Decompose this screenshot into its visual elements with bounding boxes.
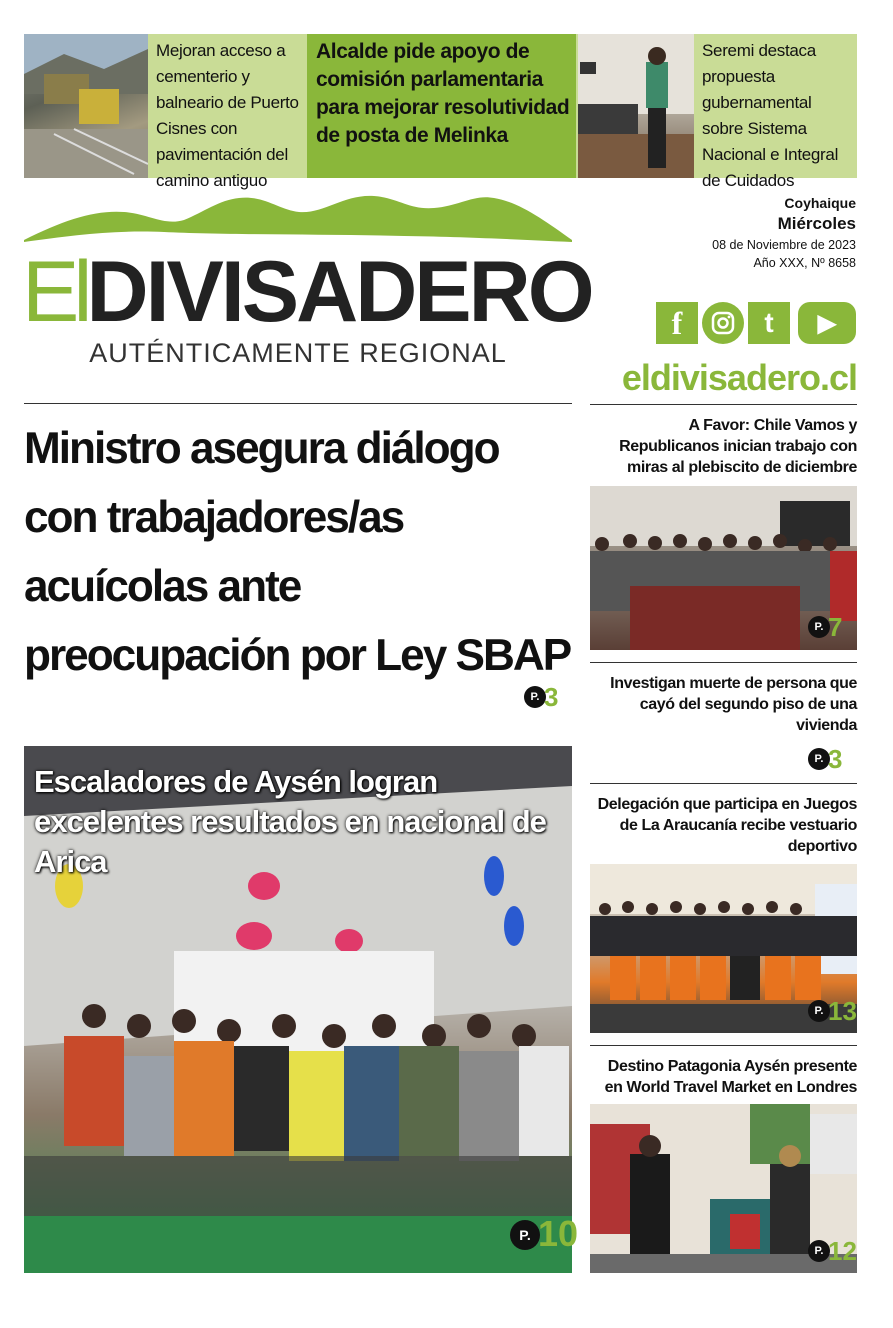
teaser2-text[interactable]: Alcalde pide apoyo de comisión parlamentaria para mejorar resolutividad de posta de Melinka [316, 40, 570, 147]
edition-weekday: Miércoles [777, 214, 856, 233]
story2-title[interactable]: Investigan muerte de persona que cayó del segundo piso de una vivienda [610, 675, 857, 734]
office-image [578, 34, 694, 178]
page-badge: P. [808, 1240, 830, 1262]
page-number: 10 [538, 1213, 579, 1254]
youtube-glyph: ▶ [817, 309, 837, 337]
story1-title[interactable]: A Favor: Chile Vamos y Republicanos inician trabajo con miras al plebiscito de diciembre [619, 417, 857, 476]
story3-page-ref[interactable] [808, 996, 857, 1026]
page-number: 3 [544, 682, 559, 712]
facebook-glyph: f [671, 304, 683, 341]
page-number: 3 [828, 744, 843, 774]
story1-page-ref[interactable] [808, 612, 843, 642]
feature-title[interactable]: Escaladores de Aysén logran excelentes resultados en nacional de Arica [34, 764, 546, 879]
story3-title[interactable]: Delegación que participa en Juegos de La Araucanía recibe vestuario deportivo [597, 796, 857, 855]
twitter-glyph: t [764, 307, 774, 338]
masthead-logo[interactable] [22, 244, 592, 340]
page-badge: P. [808, 1000, 830, 1022]
page-number: 12 [828, 1236, 857, 1266]
page-badge: P. [808, 748, 830, 770]
page-number: 7 [828, 612, 843, 642]
teaser3-text[interactable]: Seremi destaca propuesta gubernamental sobre Sistema Nacional e Integral de Cuidados [702, 41, 839, 190]
teaser3-photo[interactable] [578, 34, 694, 178]
main-headline[interactable]: Ministro asegura diálogo con trabajadores/as acuícolas ante preocupación por Ley SBAP [24, 424, 571, 680]
feature-page-ref[interactable] [510, 1213, 579, 1262]
logo-divisadero: DIVISADERO [86, 244, 592, 340]
headline-rule [24, 403, 572, 404]
masthead-slogan: AUTÉNTICAMENTE REGIONAL [89, 338, 507, 368]
main-page-ref[interactable] [524, 682, 559, 712]
story4-title[interactable]: Destino Patagonia Aysén presente en World Travel Market en Londres [604, 1058, 857, 1096]
sidebar-rule-2 [590, 662, 857, 663]
website-link[interactable]: eldivisadero.cl [621, 357, 857, 398]
mountains-logo-graphic [24, 190, 572, 245]
edition-city: Coyhaique [784, 195, 856, 211]
story2-page-ref[interactable] [808, 744, 843, 774]
logo-el: El [22, 244, 87, 340]
sidebar-rule-1 [590, 404, 857, 405]
edition-date: 08 de Noviembre de 2023 [712, 238, 856, 252]
story4-page-ref[interactable] [808, 1236, 857, 1266]
sidebar-rule-4 [590, 1045, 857, 1046]
page-number: 13 [828, 996, 857, 1026]
instagram-glyph [710, 310, 736, 336]
facebook-icon[interactable] [656, 302, 698, 344]
page-badge: P. [510, 1220, 540, 1250]
twitter-icon[interactable] [748, 302, 790, 344]
sidebar-rule-3 [590, 783, 857, 784]
construction-image [24, 34, 148, 178]
instagram-icon[interactable] [702, 302, 744, 344]
youtube-icon[interactable] [798, 302, 856, 344]
page-badge: P. [524, 686, 546, 708]
edition-issue: Año XXX, Nº 8658 [753, 256, 856, 270]
teaser1-text[interactable]: Mejoran acceso a cementerio y balneario de Puerto Cisnes con pavimentación del camino antiguo [156, 41, 299, 190]
teaser1-photo[interactable] [24, 34, 148, 178]
page-badge: P. [808, 616, 830, 638]
